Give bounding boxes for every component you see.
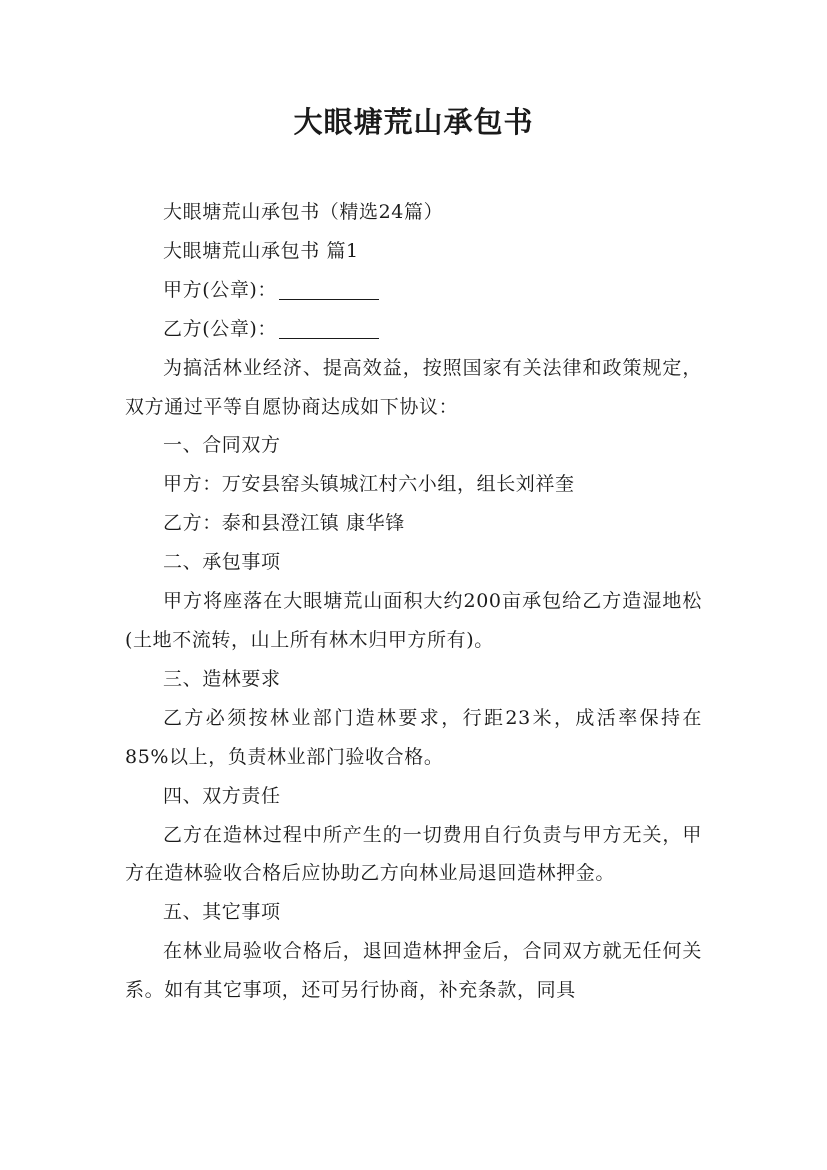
document-subtitle: 大眼塘荒山承包书（精选24篇） xyxy=(163,201,444,223)
section5-heading: 五、其它事项 xyxy=(163,901,281,924)
section2-paragraph: 甲方将座落在大眼塘荒山面积大约200亩承包给乙方造湿地松(土地不流转，山上所有林木归甲方所有)。 xyxy=(125,590,702,651)
party-a-seal-line xyxy=(125,271,702,310)
party-a-seal-blank xyxy=(279,279,379,300)
section3-heading: 三、造林要求 xyxy=(163,667,281,690)
party-b-seal-label: 乙方(公章)： xyxy=(163,317,278,340)
party-b-seal-blank xyxy=(279,318,379,339)
section4-paragraph: 乙方在造林过程中所产生的一切费用自行负责与甲方无关，甲方在造林验收合格后应协助乙方向林业局退回造林押金。 xyxy=(125,823,702,885)
section3-paragraph: 乙方必须按林业部门造林要求，行距23米，成活率保持在85%以上，负责林业部门验收合格。 xyxy=(125,706,702,768)
section4-heading: 四、双方责任 xyxy=(163,784,281,807)
party-b-seal-line xyxy=(125,310,702,349)
section1-heading: 一、合同双方 xyxy=(163,434,281,457)
intro-paragraph: 为搞活林业经济、提高效益，按照国家有关法律和政策规定，双方通过平等自愿协商达成如下协议： xyxy=(125,356,702,418)
document-body xyxy=(125,193,702,1010)
section5-paragraph: 在林业局验收合格后，退回造林押金后，合同双方就无任何关系。如有其它事项，还可另行协商，补充条款，同具 xyxy=(125,940,702,1002)
party-b-info: 乙方：泰和县澄江镇 康华锋 xyxy=(163,512,405,535)
party-a-info: 甲方：万安县窑头镇城江村六小组，组长刘祥奎 xyxy=(163,473,575,496)
section2-heading: 二、承包事项 xyxy=(163,551,281,574)
document-title: 大眼塘荒山承包书 xyxy=(293,105,534,139)
party-a-seal-label: 甲方(公章)： xyxy=(163,278,278,301)
article-heading: 大眼塘荒山承包书 篇1 xyxy=(163,239,359,262)
